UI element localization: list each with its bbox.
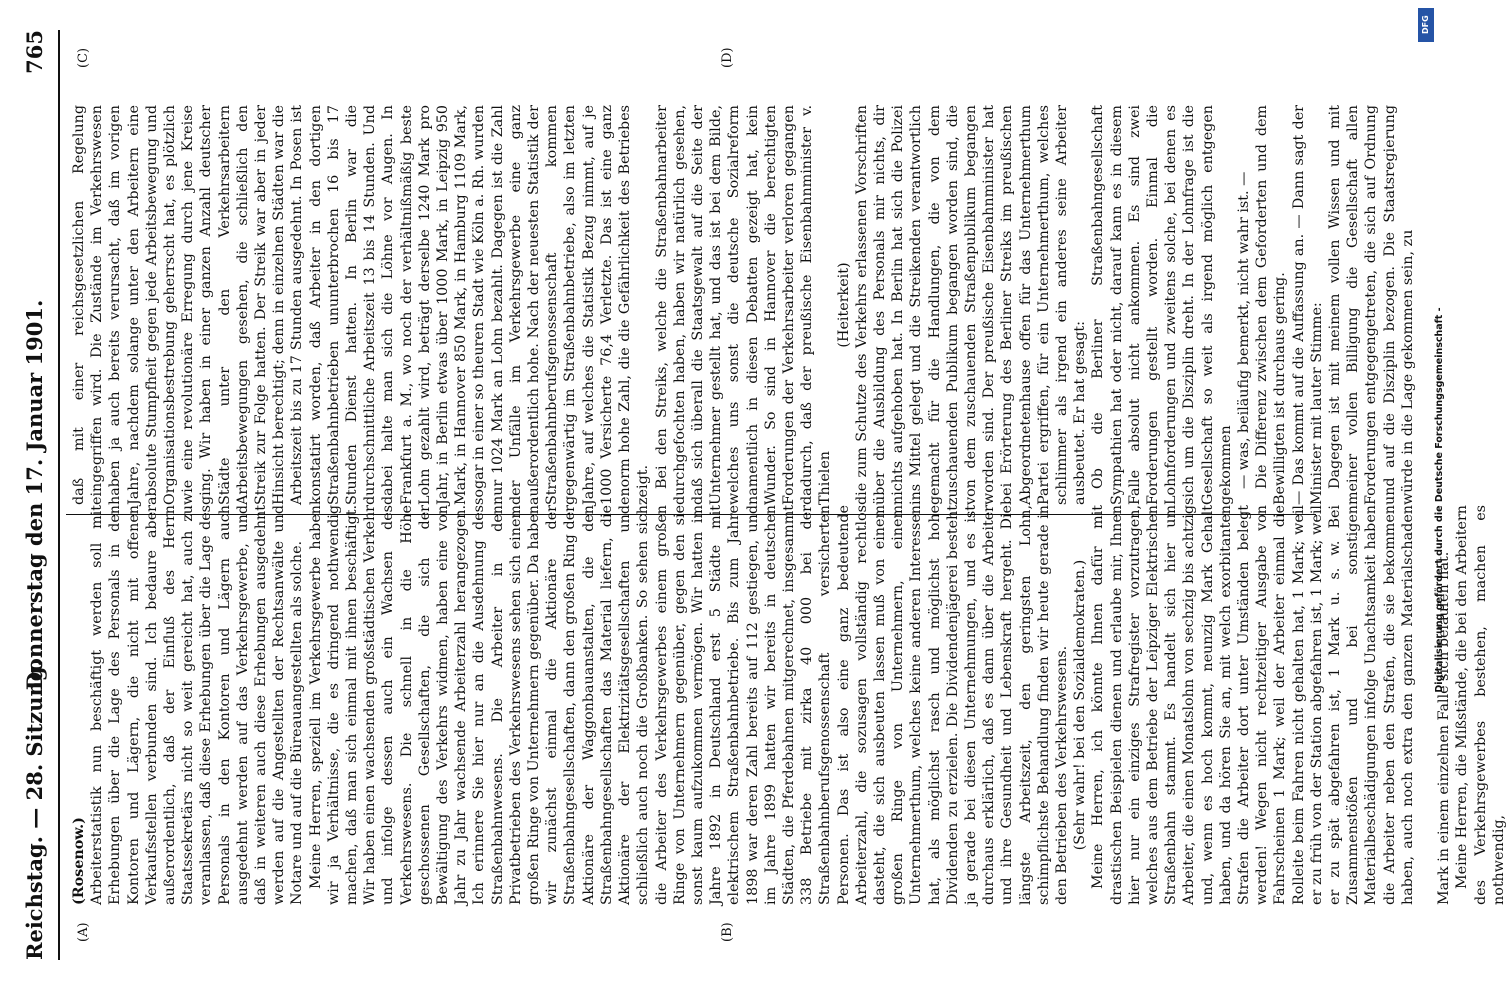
page-header [22, 30, 56, 960]
right-paragraph-3: die zum Schutze des Verkehrs erlassenen Vorschriften über die Ausbildung des Personals mir nichts, dir nichts aufgehoben hat. In Berlin hat sich die Polizei ins Mittel gelegt und die Streikenden verantwortlich gemacht für die Handlungen, die von dem zuschauenden Publikum begangen worden sind, die von dem zuschauenden Straßenpublikum begangen worden sind. Der preußische Eisenbahnminister hat bei Erörterung des Berliner Streiks im preußischen Abgeordnetenhause offen für das Unternehmerthum Partei ergriffen, für ein Unternehmerthum, welches schlimmer als irgend ein anderes seine Arbeiter ausbeutet. Er hat gesagt: [853, 105, 1089, 505]
margin-marker-b: (B) [720, 922, 735, 942]
right-column [70, 105, 1416, 505]
dfg-logo: DFG [1418, 8, 1434, 42]
right-interjection: (Heiterkeit) [835, 262, 852, 348]
aside-2: — Das kommt auf die Auffassung an. — Dann sagt der Minister mit lauter Stimme: [1290, 105, 1325, 505]
speaker-name: (Rosenow.) [71, 817, 87, 905]
margin-marker-c: (C) [76, 47, 91, 68]
aside-1: — was, beiläufig bemerkt, nicht wahr ist. — [1236, 171, 1252, 489]
digitization-credit: Digitalisierung gefördert durch die Deutsche Forschungsgemeinschaft - [1434, 307, 1445, 693]
margin-marker-d: (D) [720, 47, 735, 68]
right-paragraph-1: daß mit einer reichsgesetzlichen Regelung eingegriffen wird. Die Zustände im Verkehrswesen haben ja auch bereits verursacht, daß im vorigen Jahre, nachdem solange unter den Arbeitern eine absolute Stumpfheit gegen jede Arbeitsbewegung und Organisationsbestrebung geherrscht hat, es plötzlich wie eine revolutionäre Erregung durch jene Kreise ging. Wir haben in einer ganzen Anzahl deutscher Städte unter den Verkehrsarbeitern Arbeitsbewegungen gesehen, die schließlich den Streik zur Folge hatten. Der Streik war aber in jeder Hinsicht berechtigt; denn in einzelnen Städten war die Arbeitszeit bis zu 17 Stunden ausgedehnt. In Posen ist konstatirt worden, daß Arbeiter in den dortigen Straßenbahnbetrieben ununterbrochen 16 bis 17 Stunden Dienst hatten. In Berlin war die durchschnittliche Arbeitszeit 13 bis 14 Stunden. Und dabei halte man sich die Löhne vor Augen. In Frankfurt a. M., wo noch der verhältnißmäßig beste Lohn gezahlt wird, beträgt derselbe 1240 Mark pro Jahr, in Berlin etwas über 1000 Mark, in Leipzig 950 Mark, in Hannover 850 Mark, in Hamburg 1109 Mark, sogar in einer so theuren Stadt wie Köln a. Rh. wurden nur 1024 Mark an Lohn bezahlt. Dagegen ist die Zahl der Unfälle im Verkehrsgewerbe eine ganz außerordentlich hohe. Nach der neuesten Statistik der Straßenbahnberufsgenossenschaft kommen gegenwärtig im Straßenbahnbetriebe, also im letzten Jahre, auf welches die Statistik Bezug nimmt, auf je 1000 Versicherte 76,4 Verletzte. Das ist eine ganz enorm hohe Zahl, die die Gefährlichkeit des Betriebes zeigt. [71, 105, 652, 505]
quote-1: Ob die Berliner Straßenbahngesellschaft Sympathien hat oder nicht, darauf kann es in diesem Falle absolut nicht ankommen. Es sind zwei Forderungen gestellt worden. Einmal die Lohnforderungen und zweitens solche, bei denen es sich um die Disziplin dreht. In der Lohnfrage ist die Gesellschaft so weit als irgend möglich entgegen gekommen [1090, 105, 1234, 505]
quote-2: Die Differenz zwischen dem Geforderten und dem Bewilligten ist durchaus gering. [1254, 105, 1289, 505]
left-column [70, 505, 1507, 905]
header-rule [58, 30, 60, 960]
header-session: Reichstag. — 28. Sitzung. [22, 659, 47, 960]
left-interjection: (Sehr wahr! bei den Sozialdemokraten.) [1072, 559, 1089, 851]
header-date: Donnerstag den 17. Januar 1901. [22, 299, 47, 691]
left-paragraph-1: Arbeiterstatistik nun beschäftigt werden soll mit Erhebungen über die Lage des Personals in den Kontoren und Lägern, die nicht mit offenen Verkaufsstellen verbunden sind. Ich bedaure aber außerordentlich, daß der Einfluß des Herrn Staatssekretärs nicht so weit gereicht hat, auch zu veranlassen, daß diese Erhebungen über die Lage des Personals in den Kontoren und Lägern auch ausgedehnt werden auf das Verkehrsgewerbe, und daß in weiteren auch diese Erhebungen ausgedehnt werden auf die Angestellten der Rechtsanwälte und Notare und auf die Büreauangestellten als solche. [89, 505, 306, 905]
margin-marker-a: (A) [76, 922, 91, 942]
quote-3: Dagegen ist mit meinem vollen Wissen und mit meiner vollen Billigung die Gesellschaft allen Forderungen entgegengetreten, die sich auf Ordnung und auf die Disziplin bezogen. Die Staatsregierung würde in die Lage gekommen sein, zu [1327, 105, 1416, 505]
left-paragraph-4: Meine Herren, die Mißstände, die bei den Arbeitern des Verkehrsgewerbes bestehen, machen es nothwendig, [1454, 505, 1507, 905]
left-paragraph-2: Meine Herren, speziell im Verkehrsgewerbe haben wir ja Verhältnisse, die es dringend nothwendig machen, daß man sich einmal mit ihnen beschäftigt. Wir haben einen wachsenden großstädtischen Verkehr und infolge dessen auch ein Wachsen des Verkehrswesens. Die schnell in die Höhe geschossenen Gesellschaften, die sich der Bewältigung des Verkehrs widmen, haben eine von Jahr zu Jahr wachsende Arbeiterzahl herangezogen. Ich erinnere Sie hier nur an die Ausdehnung des Straßenbahnwesens. Die Arbeiter in den Privatbetrieben des Verkehrswesens sehen sich einem großen Ringe von Unternehmern gegenüber. Da haben wir zunächst einmal die Aktionäre der Straßenbahngesellschaften, dann den großen Ring der Aktionäre der Waggonbauanstalten, die den Straßenbahngesellschaften das Material liefern, die Aktionäre der Elektrizitätsgesellschaften und schließlich auch noch die Großbanken. So sehen sich die Arbeiter des Verkehrsgewerbes einem großen Ringe von Unternehmern gegenüber, gegen den sie sonst kaum aufzukommen vermögen. Wir hatten im Jahre 1892 in Deutschland erst 5 Städte mit elektrischem Straßenbahnbetriebe. Bis zum Jahre 1898 war deren Zahl bereits auf 112 gestiegen, und im Jahre 1899 hatten wir bereits in deutschen Städten, die Pferdebahnen mitgerechnet, insgesammt 338 Betriebe mit zirka 40 000 bei der Straßenbahnberufsgenossenschaft versicherten Personen. Das ist also eine ganz bedeutende Arbeiterzahl, die sozusagen vollständig rechtlos dasteht, die sich ausbeuten lassen muß von einem großen Ringe von Unternehmern, einem Unternehmerthum, welches keine anderen Interessen hat, als möglichst rasch und möglichst hohe Dividenden zu erzielen. Die Dividendenjägerei besteht ja gerade bei diesen Unternehmungen, und es ist durchaus erklärlich, daß es dann über die Arbeiter und ihre Gesundheit und Lebenskraft hergeht. Die längste Arbeitszeit, den geringsten Lohn, schimpflichste Behandlung finden wir heute gerade in den Betrieben des Verkehrswesens. [307, 505, 1070, 905]
digitization-sidebar [1418, 0, 1445, 1000]
right-paragraph-2: Bei den Streiks, welche die Straßenbahnarbeiter durchgefochten haben, haben wir natürlich gesehen, daß sich überall die Staatsgewalt auf die Seite der Unternehmer gestellt hat, und das ist bei dem Bilde, welches uns sonst die deutsche Sozialreform namentlich in diesen Debatten gezeigt hat, kein Wunder. So sind in Hannover die berechtigten Forderungen der Verkehrsarbeiter verloren gegangen dadurch, daß der preußische Eisenbahnminister v. Thielen [653, 105, 834, 505]
page-number: 765 [22, 30, 47, 74]
left-paragraph-3: Meine Herren, ich könnte Ihnen dafür mit drastischen Beispielen dienen und erlaube mir, Ihnen hier nur ein einziges Strafregister vorzutragen, welches aus dem Betriebe der Leipziger Elektrischen Straßenbahn stammt. Es handelt sich hier um Arbeiter, die einen Monatslohn von sechzig bis achtzig und, wenn es hoch kommt, neunzig Mark Gehalt haben, und da hören Sie an, mit welch exorbitanten Strafen die Arbeiter dort unter Umständen belegt werden! Wegen nicht rechtzeitiger Ausgabe von Fahrscheinen 1 Mark; weil der Arbeiter einmal die Rolleite beim Fahren nicht gehalten hat, 1 Mark; weil er zu früh von der Station abgefahren ist, 1 Mark; weil er zu spät abgefahren ist, 1 Mark u. s. w. Bei Zusammenstößen und bei sonstigen Materialbeschädigungen infolge Unachtsamkeit haben die Arbeiter neben den Strafen, die sie bekommen haben, auch noch extra den ganzen Materialschaden Mark in einem einzelnen Falle sich belaufen hat. [1090, 505, 1453, 905]
